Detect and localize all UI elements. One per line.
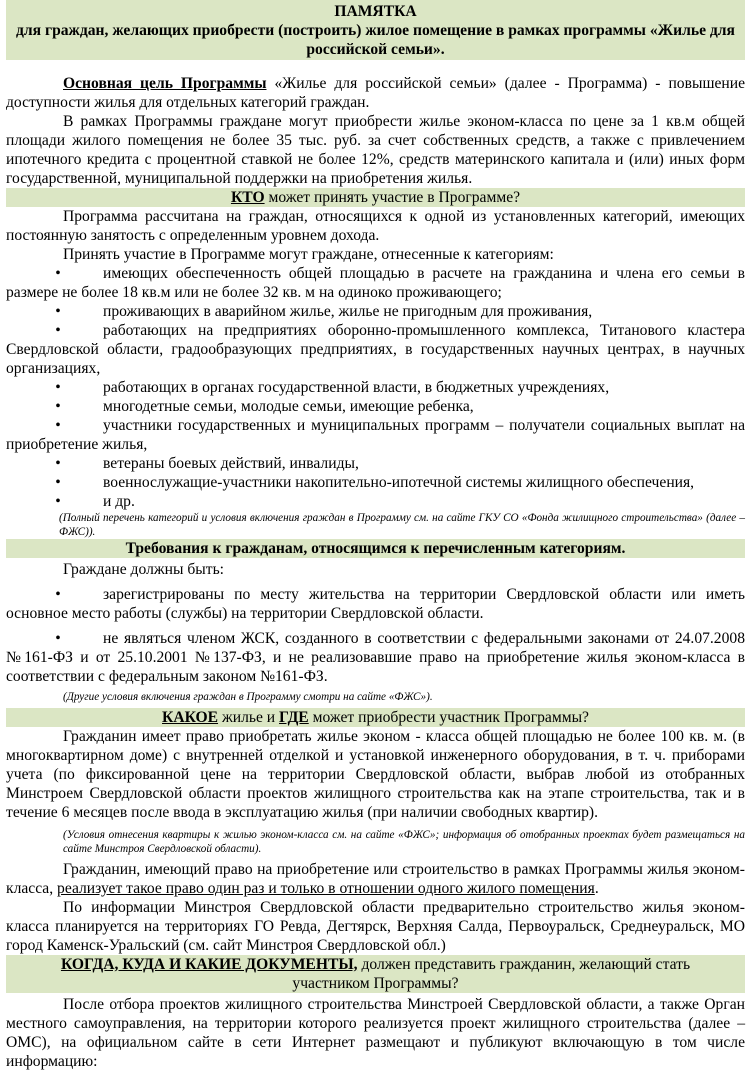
goal-paragraph (6, 74, 745, 112)
list-item: • работающих в органах государственной власти, в бюджетных учреждениях, (6, 378, 745, 397)
goal-text: «Жилье для российской семьи» (далее - Программа) - повышение доступности жилья для отдельных категорий граждан. (6, 75, 745, 111)
section-what-heading: КАКОЕ жилье и ГДЕ может приобрести участник Программы? (6, 708, 745, 727)
requirements-intro: Граждане должны быть: (63, 561, 225, 578)
when-paragraph-1: После отбора проектов жилищного строительства Минстроей Свердловской области, а также Орган местного самоуправления, на территории которого реализуется проект жилищного строительства (далее – ОМС), на официальном сайте в сети Интернет размещают и публикуют включающую в том числе информацию: (6, 996, 745, 1070)
document-subtitle: для граждан, желающих приобрести (построить) жилое помещение в рамках программы «Жилье для российской семьи». (16, 22, 735, 58)
what-keyword: КАКОЕ (162, 709, 219, 726)
list-item: • военнослужащие-участники накопительно-ипотечной системы жилищного обеспечения, (6, 473, 745, 492)
what-paragraph-1: Гражданин имеет право приобретать жилье эконом - класса общей площадью не более 100 кв. м. (в многоквартирном доме) с внутренней отделкой и установкой инженерного оборудования, в т. ч. приборами учета (по фиксированной цене на территории Свердловской области, выбрав любой из отобранных Минстроем Свердловской области проектов жилищного строительства как на этапе строительства, так и в течение 6 месяцев после ввода в эксплуатацию жилья (при наличии свободных квартир). (6, 728, 745, 821)
what-paragraph-2: Гражданин, имеющий право на приобретение или строительство в рамках Программы жилья эконом-класса, реализует такое право один раз и только в отношении одного жилого помещения. (6, 861, 745, 897)
what-paragraph-3: По информации Минстроя Свердловской области предварительно строительство жилья эконом-класса планируется на территориях ГО Ревда, Дегтярск, Верхняя Салда, Первоуральск, Среднеуральск, МО город Каменск-Уральский (см. сайт Минстроя Свердловской обл.) (6, 899, 745, 954)
who-paragraph-2: Принять участие в Программе могут граждане, отнесенные к категориям: (63, 246, 554, 263)
bullet-icon: • (55, 379, 61, 396)
bullet-icon: • (55, 265, 61, 282)
list-item: • и др. (6, 492, 745, 511)
document-page (6, 0, 745, 1071)
list-item: • ветераны боевых действий, инвалиды, (6, 454, 745, 473)
section-who-heading (6, 188, 745, 207)
section-requirements-heading: Требования к гражданам, относящимся к перечисленным категориям. (6, 539, 745, 558)
list-item: • участники государственных и муниципальных программ – получатели социальных выплат на приобретение жилья, (6, 417, 745, 453)
requirements-note: (Другие условия включения граждан в Программу смотри на сайте «ФЖС»). (63, 691, 433, 703)
bullet-icon: • (55, 630, 61, 647)
list-item: • не являться членом ЖСК, созданного в соответствии с федеральными законами от 24.07.2008 №161-ФЗ и от 25.10.2001 №137-ФЗ, и не реализовавшие право на приобретение жилья эконом-класса в соответствии с федеральным законом №161-ФЗ. (6, 630, 745, 685)
list-item: • многодетные семьи, молодые семьи, имеющие ребенка, (6, 397, 745, 416)
who-keyword: КТО (230, 189, 265, 206)
bullet-icon: • (55, 398, 61, 415)
intro-paragraph: В рамках Программы граждане могут приобрести жилье эконом-класса по цене за 1 кв.м общей площади жилого помещения не более 35 тыс. руб. за счет собственных средств, а также с привлечением ипотечного кредита с процентной ставкой не более 12%, средств материнского капитала и (или) иных форм государственной, муниципальной поддержки на приобретения жилья. (6, 113, 745, 187)
bullet-icon: • (55, 586, 61, 603)
bullet-icon: • (55, 303, 61, 320)
when-keyword: КОГДА, КУДА И КАКИЕ ДОКУМЕНТЫ, (60, 956, 358, 973)
once-only-text: реализует такое право один раз и только в отношении одного жилого помещения (57, 880, 595, 897)
who-paragraph-1: Программа рассчитана на граждан, относящихся к одной из установленных категорий, имеющих постоянную занятость с определенным уровнем дохода. (6, 208, 745, 244)
who-bullet-list (6, 264, 745, 511)
title-band (6, 0, 745, 60)
bullet-icon: • (55, 474, 61, 491)
document-title: ПАМЯТКА (334, 3, 417, 20)
bullet-icon: • (55, 493, 61, 510)
who-heading-text: может принять участие в Программе? (264, 189, 521, 206)
list-item: • проживающих в аварийном жилье, жилье не пригодным для проживания, (6, 302, 745, 321)
bullet-icon: • (55, 322, 61, 339)
what-note: (Условия отнесения квартиры к жилью эконом-класса см. на сайте «ФЖС»; информация об отобранных проектах будет размещаться на сайте Минстроя Свердловской области). (63, 829, 745, 855)
bullet-icon: • (55, 455, 61, 472)
goal-label: Основная цель Программы (63, 75, 267, 92)
list-item: • имеющих обеспеченность общей площадью в расчете на гражданина и члена его семьи в размере не более 18 кв.м или не более 32 кв. м на одиноко проживающего; (6, 265, 745, 301)
section-when-heading: КОГДА, КУДА И КАКИЕ ДОКУМЕНТЫ, должен представить гражданин, желающий стать участником Программы? (6, 955, 745, 993)
list-item: • работающих на предприятиях оборонно-промышленного комплекса, Титанового кластера Свердловской области, градообразующих предприятиях, в государственных научных центрах, в научных организациях, (6, 322, 745, 377)
list-item: • зарегистрированы по месту жительства на территории Свердловской области или иметь основное место работы (службы) на территории Свердловской области. (6, 586, 745, 622)
who-note: (Полный перечень категорий и условия включения граждан в Программу см. на сайте ГКУ СО «Фонда жилищного строительства» (далее – ФЖС)). (59, 512, 745, 538)
where-keyword: ГДЕ (279, 709, 309, 726)
bullet-icon: • (55, 417, 61, 434)
